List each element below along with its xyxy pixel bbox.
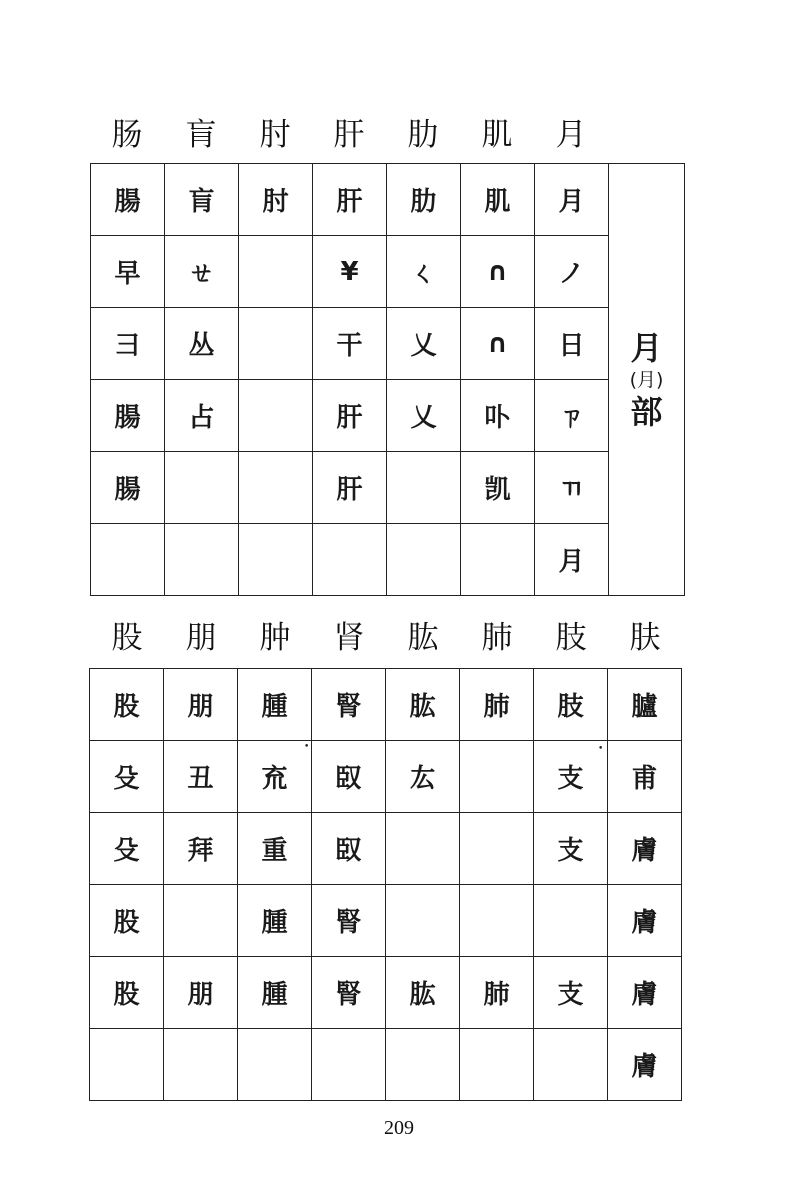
glyph-cell	[239, 524, 313, 596]
glyph-cell: 朋	[164, 669, 238, 741]
glyph-cell: 干	[313, 308, 387, 380]
glyph-cell: 股	[90, 957, 164, 1029]
top-header-2: 肘	[259, 117, 291, 153]
glyph-cell	[239, 452, 313, 524]
glyph-cell: 肝	[313, 380, 387, 452]
page-number: 209	[384, 1117, 414, 1139]
glyph-cell: 肱	[386, 957, 460, 1029]
glyph-cell: 彐	[91, 308, 165, 380]
bottom-header-7: 肤	[629, 620, 661, 656]
top-header-5: 肌	[481, 117, 513, 153]
glyph-cell: 腸	[91, 452, 165, 524]
glyph-cell: 腎	[312, 957, 386, 1029]
glyph-cell	[312, 1029, 386, 1101]
radical-main: 月	[630, 328, 663, 367]
glyph-cell: 腫	[238, 885, 312, 957]
bottom-header-5: 肺	[481, 620, 513, 656]
glyph-cell	[386, 813, 460, 885]
glyph-cell: 膚	[608, 1029, 682, 1101]
glyph-cell: 肺	[460, 669, 534, 741]
glyph-cell: 乂	[387, 308, 461, 380]
glyph-cell	[386, 1029, 460, 1101]
glyph-cell: 肱	[386, 669, 460, 741]
table-row	[90, 669, 682, 741]
glyph-cell: 乂	[387, 380, 461, 452]
glyph-cell: 膚	[608, 957, 682, 1029]
glyph-cell: 腎	[312, 885, 386, 957]
top-header-4: 肋	[407, 117, 439, 153]
glyph-cell	[239, 380, 313, 452]
glyph-cell	[460, 1029, 534, 1101]
bottom-header-4: 肱	[407, 620, 439, 656]
annotation-dot: •	[598, 744, 604, 754]
glyph-cell: 股	[90, 669, 164, 741]
table-row	[90, 813, 682, 885]
glyph-cell: ∩	[461, 236, 535, 308]
glyph-cell: 腎	[312, 669, 386, 741]
glyph-cell	[460, 741, 534, 813]
top-character-table	[90, 163, 685, 596]
top-header-1: 肓	[185, 117, 217, 153]
table-row	[91, 236, 685, 308]
glyph-cell: 肘	[239, 164, 313, 236]
bottom-character-table	[89, 668, 682, 1101]
radical-label	[609, 164, 685, 596]
glyph-cell: 支	[534, 741, 608, 813]
glyph-cell	[387, 452, 461, 524]
glyph-cell: 重	[238, 813, 312, 885]
glyph-cell: ∩	[461, 308, 535, 380]
glyph-cell: 殳	[90, 813, 164, 885]
table-row	[91, 164, 685, 236]
glyph-cell	[239, 236, 313, 308]
glyph-cell: 臤	[312, 741, 386, 813]
glyph-cell	[90, 1029, 164, 1101]
glyph-cell: ㄝ	[165, 236, 239, 308]
glyph-cell: 凯	[461, 452, 535, 524]
table-row	[91, 380, 685, 452]
bottom-header-row	[90, 618, 682, 658]
glyph-cell: 腫	[238, 957, 312, 1029]
glyph-cell: 肝	[313, 164, 387, 236]
annotation-dot: •	[304, 742, 310, 752]
glyph-cell: 㐬	[238, 741, 312, 813]
glyph-cell	[239, 308, 313, 380]
glyph-cell: 肢	[534, 669, 608, 741]
bottom-header-0: 股	[111, 620, 143, 656]
table-row	[91, 524, 685, 596]
glyph-cell: 肝	[313, 452, 387, 524]
glyph-cell	[164, 885, 238, 957]
glyph-cell	[460, 813, 534, 885]
glyph-cell: 肓	[165, 164, 239, 236]
glyph-cell: 月	[535, 524, 609, 596]
glyph-cell: 丛	[165, 308, 239, 380]
glyph-cell: ㄑ	[387, 236, 461, 308]
glyph-cell	[387, 524, 461, 596]
glyph-cell: 臤	[312, 813, 386, 885]
glyph-cell: 股	[90, 885, 164, 957]
glyph-cell: 月	[535, 164, 609, 236]
glyph-cell	[461, 524, 535, 596]
glyph-cell: 腫	[238, 669, 312, 741]
table-row	[90, 741, 682, 813]
glyph-cell: 早	[91, 236, 165, 308]
table-row	[90, 885, 682, 957]
top-header-0: 肠	[111, 117, 143, 153]
glyph-cell: 丑	[164, 741, 238, 813]
glyph-cell: 肺	[460, 957, 534, 1029]
table-row	[90, 1029, 682, 1101]
glyph-cell	[91, 524, 165, 596]
glyph-cell: ノ	[535, 236, 609, 308]
radical-suffix: 部	[630, 392, 663, 431]
glyph-cell: 日	[535, 308, 609, 380]
glyph-cell	[534, 1029, 608, 1101]
bottom-header-6: 肢	[555, 620, 587, 656]
table-row	[91, 452, 685, 524]
glyph-cell	[460, 885, 534, 957]
top-header-3: 肝	[333, 117, 365, 153]
glyph-cell: 卟	[461, 380, 535, 452]
glyph-cell: 支	[534, 957, 608, 1029]
glyph-cell	[238, 1029, 312, 1101]
glyph-cell	[164, 1029, 238, 1101]
radical-variant: (月)	[629, 368, 664, 391]
glyph-cell: 肌	[461, 164, 535, 236]
glyph-cell: 膚	[608, 813, 682, 885]
glyph-cell: 厷	[386, 741, 460, 813]
bottom-header-3: 肾	[333, 620, 365, 656]
glyph-cell	[165, 452, 239, 524]
glyph-cell: 膚	[608, 885, 682, 957]
glyph-cell	[534, 885, 608, 957]
glyph-cell: 占	[165, 380, 239, 452]
glyph-cell: 拜	[164, 813, 238, 885]
table-row	[90, 957, 682, 1029]
glyph-cell: 肋	[387, 164, 461, 236]
glyph-cell: 殳	[90, 741, 164, 813]
glyph-cell: 腸	[91, 164, 165, 236]
glyph-cell: 支	[534, 813, 608, 885]
top-header-row	[90, 115, 684, 155]
glyph-cell: ㄲ	[535, 452, 609, 524]
glyph-cell	[386, 885, 460, 957]
glyph-cell: 朋	[164, 957, 238, 1029]
glyph-cell: ㄗ	[535, 380, 609, 452]
glyph-cell	[165, 524, 239, 596]
bottom-header-1: 朋	[185, 620, 217, 656]
glyph-cell: ¥	[313, 236, 387, 308]
top-header-6: 月	[555, 117, 587, 153]
glyph-cell: 甫	[608, 741, 682, 813]
glyph-cell	[313, 524, 387, 596]
glyph-cell: 臚	[608, 669, 682, 741]
table-row	[91, 308, 685, 380]
glyph-cell: 腸	[91, 380, 165, 452]
bottom-header-2: 肿	[259, 620, 291, 656]
